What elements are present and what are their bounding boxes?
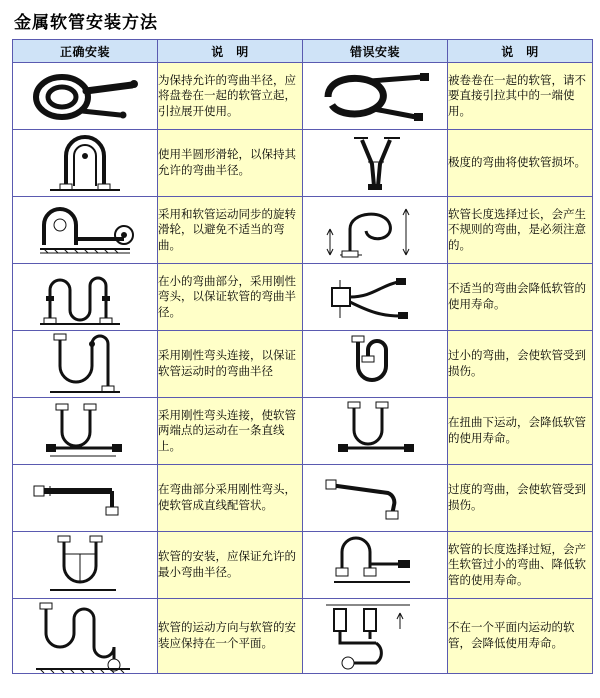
header-correct-install: 正确安装 [13,40,158,63]
too-long-hose-wrong-icon [303,532,448,599]
table-header [13,40,593,63]
table-body [13,63,593,674]
row-note: 不适当的弯曲会降低软管的使用寿命。 [448,264,593,331]
header-wrong-note: 说 明 [448,40,593,63]
rigid-elbow-straight-line-correct-icon [13,398,158,465]
too-small-bend-wrong-icon [303,331,448,398]
table-row [13,465,593,532]
header-wrong-install: 错误安装 [303,40,448,63]
same-plane-motion-correct-icon [13,599,158,674]
table-row [13,331,593,398]
row-note: 软管的安装，应保证允许的最小弯曲半径。 [158,532,303,599]
rigid-elbow-straight-piping-correct-icon [13,465,158,532]
row-note: 在小的弯曲部分，采用刚性弯头，以保证软管的弯曲半径。 [158,264,303,331]
row-note: 不在一个平面内运动的软管，会降低使用寿命。 [448,599,593,674]
improper-bend-wrong-icon [303,264,448,331]
row-note: 软管的运动方向与软管的安装应保持在一个平面。 [158,599,303,674]
min-bend-radius-correct-icon [13,532,158,599]
page-title: 金属软管安装方法 [14,13,158,33]
sharp-bend-wrong-icon [303,130,448,197]
table-row [13,398,593,465]
coiled-hose-correct-icon [13,63,158,130]
row-note: 采用和软管运动同步的旋转滑轮，以避免不适当的弯曲。 [158,197,303,264]
row-note: 软管的长度选择过短，会产生软管过小的弯曲、降低软管的使用寿命。 [448,532,593,599]
row-note: 为保持允许的弯曲半径，应将盘卷在一起的软管立起，引拉展开使用。 [158,63,303,130]
header-correct-note: 说 明 [158,40,303,63]
row-note: 极度的弯曲将使软管损坏。 [448,130,593,197]
hose-installation-table [12,39,593,674]
rigid-elbow-connection-correct-icon [13,331,158,398]
row-note: 采用刚性弯头连接，以保证软管运动时的弯曲半径 [158,331,303,398]
table-row [13,197,593,264]
semicircular-sheave-correct-icon [13,130,158,197]
table-row [13,130,593,197]
row-note: 被卷卷在一起的软管，请不要直接引拉其中的一端使用。 [448,63,593,130]
row-note: 使用半圆形滑轮，以保持其允许的弯曲半径。 [158,130,303,197]
row-note: 软管长度选择过长，会产生不规则的弯曲，是必须注意的。 [448,197,593,264]
table-row [13,532,593,599]
twist-motion-wrong-icon [303,398,448,465]
row-note: 在弯曲部分采用刚性弯头，使软管成直线配管状。 [158,465,303,532]
out-of-plane-motion-wrong-icon [303,599,448,674]
table-row [13,599,593,674]
row-note: 过度的弯曲，会使软管受到损伤。 [448,465,593,532]
row-note: 在扭曲下运动，会降低软管的使用寿命。 [448,398,593,465]
table-row [13,264,593,331]
sync-rotating-sheave-correct-icon [13,197,158,264]
table-row [13,63,593,130]
coiled-hose-wrong-icon [303,63,448,130]
row-note: 采用刚性弯头连接，使软管两端点的运动在一条直线上。 [158,398,303,465]
header-row [13,40,593,63]
row-note: 过小的弯曲，会使软管受到损伤。 [448,331,593,398]
long-hose-irregular-bend-wrong-icon [303,197,448,264]
rigid-bend-small-radius-correct-icon [13,264,158,331]
excessive-bend-wrong-icon [303,465,448,532]
